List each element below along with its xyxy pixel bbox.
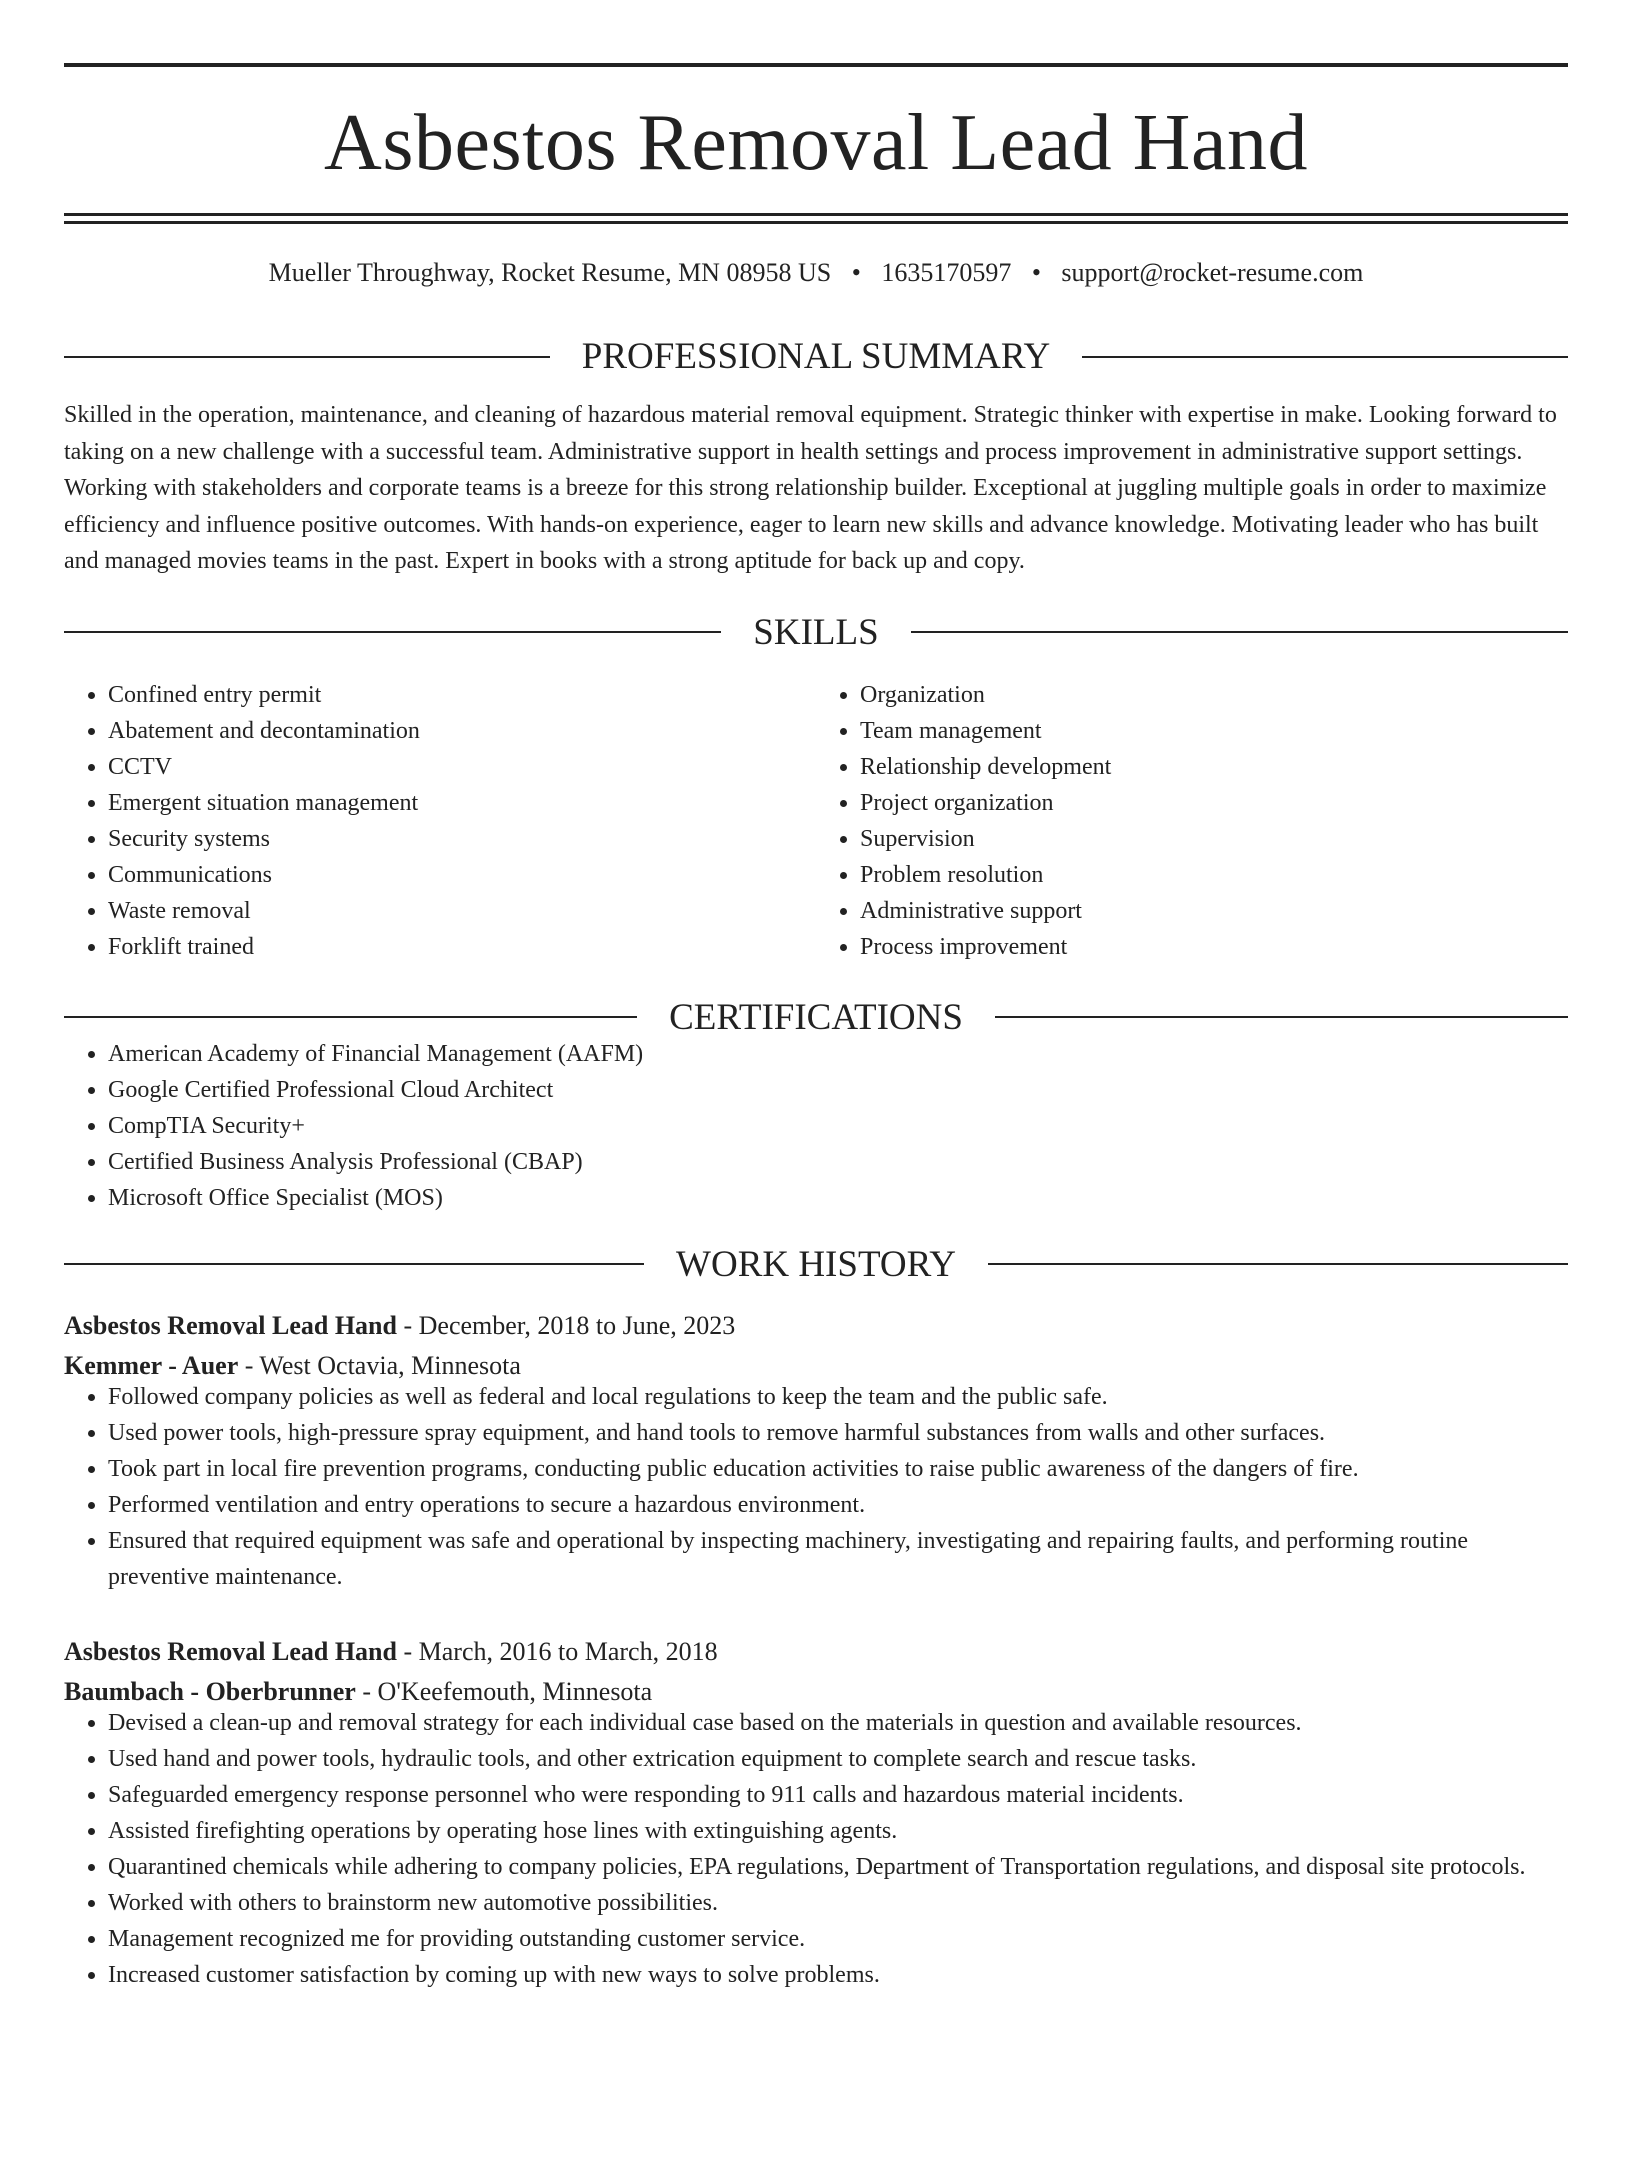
contact-address: Mueller Throughway, Rocket Resume, MN 08958 US — [268, 258, 832, 287]
job-entry — [64, 1636, 1568, 1993]
skill-item: • Relationship development — [860, 749, 1568, 785]
job-title: Asbestos Removal Lead Hand — [64, 1636, 397, 1666]
job-duty-item: • Used hand and power tools, hydraulic tools, and other extrication equipment to complete search and rescue tasks. — [108, 1741, 1568, 1777]
skill-item: • CCTV — [108, 749, 816, 785]
skill-item: • Process improvement — [860, 929, 1568, 965]
skills-list-left — [64, 677, 816, 965]
skill-item: • Problem resolution — [860, 857, 1568, 893]
header-double-rule — [64, 213, 1568, 224]
skill-item: • Confined entry permit — [108, 677, 816, 713]
job-title-line — [64, 1636, 1568, 1666]
skill-item: • Supervision — [860, 821, 1568, 857]
heading-rule-right — [988, 1263, 1568, 1265]
heading-rule-left — [64, 1263, 644, 1265]
job-entry — [64, 1310, 1568, 1595]
skill-item: • Waste removal — [108, 893, 816, 929]
summary-heading — [64, 338, 1568, 375]
job-duty-item: • Used power tools, high-pressure spray equipment, and hand tools to remove harmful substances from walls and other surfaces. — [108, 1415, 1568, 1451]
certification-item: • Certified Business Analysis Professional (CBAP) — [108, 1144, 1568, 1180]
job-duty-item: • Assisted firefighting operations by operating hose lines with extinguishing agents. — [108, 1813, 1568, 1849]
summary-heading-label: PROFESSIONAL SUMMARY — [581, 336, 1051, 377]
job-company-line — [64, 1350, 1568, 1380]
certification-item: • Microsoft Office Specialist (MOS) — [108, 1180, 1568, 1216]
job-duty-item: • Management recognized me for providing outstanding customer service. — [108, 1921, 1568, 1957]
certification-item: • Google Certified Professional Cloud Architect — [108, 1072, 1568, 1108]
skills-heading-label: SKILLS — [753, 611, 879, 653]
top-rule — [64, 63, 1568, 67]
heading-rule-left — [64, 1016, 637, 1018]
skills-list-right — [816, 677, 1568, 965]
work-history-heading-label: WORK HISTORY — [676, 1243, 956, 1285]
skill-item: • Administrative support — [860, 893, 1568, 929]
job-duty-item: • Performed ventilation and entry operations to secure a hazardous environment. — [108, 1487, 1568, 1523]
skill-item: • Abatement and decontamination — [108, 713, 816, 749]
job-company: Baumbach - Oberbrunner — [64, 1676, 356, 1706]
job-title: Asbestos Removal Lead Hand — [64, 1310, 397, 1340]
certifications-list — [64, 1036, 1568, 1216]
job-duty-item: • Followed company policies as well as federal and local regulations to keep the team and the public safe. — [108, 1379, 1568, 1415]
skill-item: • Forklift trained — [108, 929, 816, 965]
job-location: - West Octavia, Minnesota — [238, 1350, 521, 1380]
heading-rule-left — [64, 631, 721, 633]
job-title-line — [64, 1310, 1568, 1340]
heading-rule-right — [995, 1016, 1568, 1018]
heading-rule-right — [911, 631, 1568, 633]
job-duties-list — [64, 1379, 1568, 1595]
skill-item: • Security systems — [108, 821, 816, 857]
job-company: Kemmer - Auer — [64, 1350, 239, 1380]
job-duty-item: • Ensured that required equipment was safe and operational by inspecting machinery, investigating and repairing faults, and performing routine preventive maintenance. — [108, 1523, 1568, 1595]
job-duty-item: • Took part in local fire prevention programs, conducting public education activities to raise public awareness of the dangers of fire. — [108, 1451, 1568, 1487]
resume-page — [0, 63, 1632, 2175]
job-duty-item: • Increased customer satisfaction by coming up with new ways to solve problems. — [108, 1957, 1568, 1993]
skills-heading — [64, 611, 1568, 653]
contact-separator: • — [1031, 258, 1041, 287]
work-history-heading — [64, 1243, 1568, 1285]
skill-item: • Organization — [860, 677, 1568, 713]
job-dates: - December, 2018 to June, 2023 — [396, 1310, 736, 1340]
job-duties-list — [64, 1705, 1568, 1993]
contact-email: support@rocket-resume.com — [1061, 258, 1364, 287]
job-duty-item: • Devised a clean-up and removal strategy for each individual case based on the materials in question and available resources. — [108, 1705, 1568, 1741]
job-location: - O'Keefemouth, Minnesota — [355, 1676, 653, 1706]
job-duty-item: • Quarantined chemicals while adhering to company policies, EPA regulations, Department of Transportation regulations, and disposal site protocols. — [108, 1849, 1568, 1885]
skill-item: • Communications — [108, 857, 816, 893]
summary-text: Skilled in the operation, maintenance, and cleaning of hazardous material removal equipment. Strategic thinker with expertise in make. Looking forward to taking on a new challenge with a successful team. Administrative support in health settings and process improvement in administrative support settings. Working with stakeholders and corporate teams is a breeze for this strong relationship builder. Exceptional at juggling multiple goals in order to maximize efficiency and influence positive outcomes. With hands-on experience, eager to learn new skills and advance knowledge. Motivating leader who has built and managed movies teams in the past. Expert in books with a strong aptitude for back up and copy. — [64, 402, 1557, 574]
skill-item: • Team management — [860, 713, 1568, 749]
job-dates: - March, 2016 to March, 2018 — [396, 1636, 718, 1666]
skill-item: • Project organization — [860, 785, 1568, 821]
resume-title: Asbestos Removal Lead Hand — [324, 99, 1308, 187]
job-duty-item: • Safeguarded emergency response personnel who were responding to 911 calls and hazardous material incidents. — [108, 1777, 1568, 1813]
skills-columns — [64, 677, 1568, 965]
contact-line — [64, 260, 1568, 286]
certification-item: • American Academy of Financial Management (AAFM) — [108, 1036, 1568, 1072]
certifications-heading-label: CERTIFICATIONS — [669, 996, 963, 1038]
heading-rule-left — [64, 356, 550, 358]
job-company-line — [64, 1676, 1568, 1706]
contact-separator: • — [851, 258, 861, 287]
certifications-heading — [64, 996, 1568, 1038]
contact-phone: 1635170597 — [881, 258, 1012, 287]
job-duty-item: • Worked with others to brainstorm new automotive possibilities. — [108, 1885, 1568, 1921]
skill-item: • Emergent situation management — [108, 785, 816, 821]
certification-item: • CompTIA Security+ — [108, 1108, 1568, 1144]
heading-rule-right — [1082, 356, 1568, 358]
